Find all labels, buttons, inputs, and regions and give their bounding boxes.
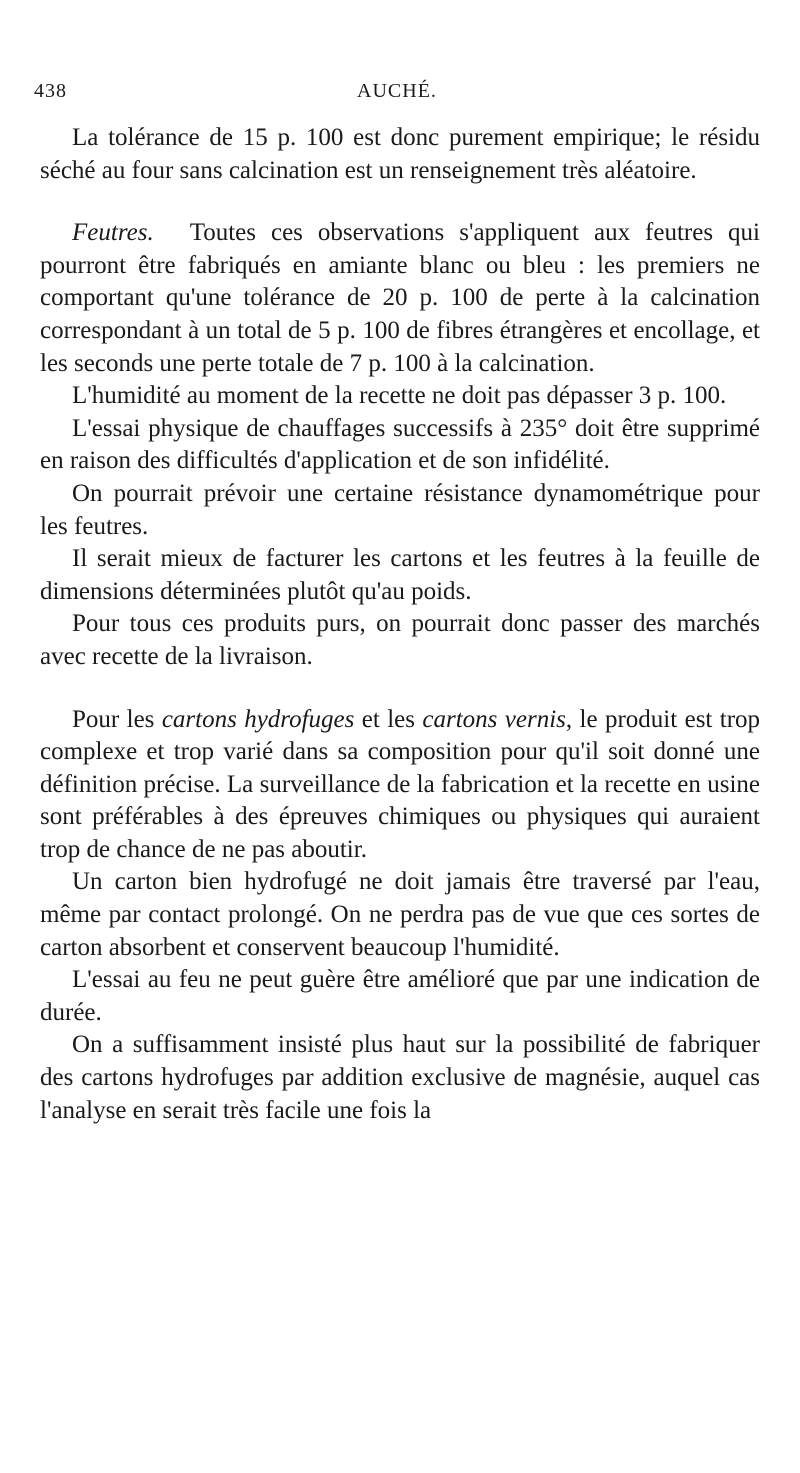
paragraph-cartons-middle: et les [361, 705, 415, 733]
term-cartons-hydrofuges: cartons hydrofuges [161, 705, 355, 733]
term-cartons-vernis: cartons vernis [422, 705, 566, 733]
paragraph-produits-purs: Pour tous ces produits purs, on pourrait donc passer des marchés avec recette de la livraison. [40, 610, 760, 670]
paragraph-carton-hydrofuge: Un carton bien hydrofugé ne doit jamais être traversé par l'eau, même par contact prolongé. On ne perdra pas de vue que ces sortes de carton absorbent et conservent beaucoup l'humidité. [40, 868, 760, 961]
paragraph-cartons-before: Pour les [72, 705, 155, 733]
paragraph-cartons [40, 704, 760, 867]
paragraph-magnesie: On a suffisamment insisté plus haut sur la possibilité de fabriquer des cartons hydrofuges par addition exclusive de magnésie, auquel cas l'analyse en serait très facile une fois la [40, 1031, 760, 1124]
paragraph-humidite: L'humidité au moment de la recette ne doit pas dépasser 3 p. 100. [72, 382, 727, 410]
paragraph-feutres-text: Toutes ces observations s'appliquent aux feutres qui pourront être fabriqués en amiante blanc ou bleu : les premiers ne comportant qu'une tolérance de 20 p. 100 de perte à la calcination correspondant à un total de 5 p. 100 de fibres étrangères et encollage, et les seconds une perte totale de 7 p. 100 à la calcination. [40, 219, 760, 377]
body-text [40, 122, 760, 1127]
paragraph-facturer: Il serait mieux de facturer les cartons et les feutres à la feuille de dimensions déterminées plutôt qu'au poids. [40, 545, 760, 605]
paragraph-cartons-after: , le produit est trop complexe et trop varié dans sa composition pour qu'il soit donné une définition précise. La surveillance de la fabrication et la recette en usine sont préférables à des épreuves chimiques ou physiques qui auraient trop de chance de ne pas aboutir. [40, 705, 761, 863]
page-header [34, 80, 760, 110]
paragraph-essai-physique: L'essai physique de chauffages successifs à 235° doit être supprimé en raison des difficultés d'application et de son infidélité. [40, 414, 760, 475]
paragraph-tolerance: La tolérance de 15 p. 100 est donc purement empirique; le résidu séché au four sans calcination est un renseignement très aléatoire. [40, 124, 760, 184]
paragraph-resistance: On pourrait prévoir une certaine résistance dynamométrique pour les feutres. [40, 479, 760, 540]
paragraph-feutres [40, 217, 760, 380]
running-title: AUCHÉ. [357, 80, 437, 102]
page-number: 438 [34, 80, 67, 102]
section-lead-feutres: Feutres. [72, 219, 154, 247]
paragraph-essai-feu: L'essai au feu ne peut guère être amélioré que par une indication de durée. [40, 966, 760, 1026]
